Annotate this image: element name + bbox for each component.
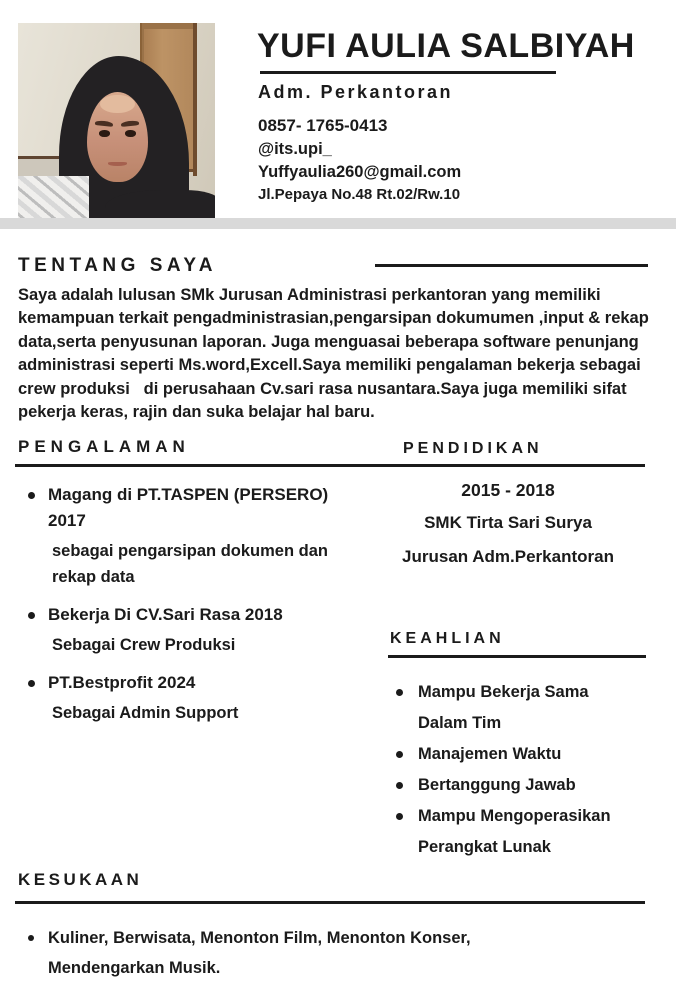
experience-item-title (28, 482, 350, 534)
photo-door-edge (193, 23, 197, 176)
skill-item (396, 770, 614, 801)
photo-eyebrow-right (121, 120, 140, 127)
experience-item-title-text: Magang di PT.TASPEN (PERSERO) 2017 (48, 485, 329, 530)
hobby-item (28, 923, 573, 983)
experience-item-title (28, 670, 350, 696)
contact-info (258, 114, 461, 206)
photo-eye-left (99, 130, 109, 136)
bullet-icon (396, 751, 403, 758)
phone-number: 0857- 1765-0413 (258, 116, 388, 135)
about-heading-rule (375, 264, 648, 267)
skills-list (396, 677, 614, 863)
photo-shoulder (105, 190, 215, 219)
street-address: Jl.Pepaya No.48 Rt.02/Rw.10 (258, 186, 461, 203)
profile-photo (18, 23, 215, 219)
bullet-icon (28, 680, 35, 687)
skill-item (396, 677, 614, 739)
person-name: YUFI AULIA SALBIYAH (257, 27, 635, 65)
skills-heading-rule (388, 655, 646, 658)
email-address: Yuffyaulia260@gmail.com (258, 163, 462, 181)
experience-item-title-text: PT.Bestprofit 2024 (48, 673, 196, 692)
about-heading: TENTANG SAYA (18, 255, 217, 276)
education-school: SMK Tirta Sari Surya (424, 513, 592, 532)
experience-heading: PENGALAMAN (18, 437, 190, 456)
photo-eyebrow-left (95, 120, 114, 127)
education-period: 2015 - 2018 (461, 480, 555, 500)
experience-item (28, 602, 350, 658)
skill-item-text: Bertanggung Jawab (418, 776, 576, 794)
social-handle: @its.upi_ (258, 140, 332, 158)
education-heading: PENDIDIKAN (403, 440, 543, 457)
hobby-item-text: Kuliner, Berwisata, Menonton Film, Menonton Konser, Mendengarkan Musik. (48, 929, 471, 977)
bullet-icon (28, 612, 35, 619)
skill-item-text: Mampu Bekerja Sama Dalam Tim (418, 683, 589, 732)
job-title: Adm. Perkantoran (258, 82, 454, 102)
about-text: Saya adalah lulusan SMk Jurusan Administrasi perkantoran yang memiliki kemampuan terkait pengadministrasian,pengarsipan dokumumen ,input & rekap data,serta penyusunan laporan. Juga menguasai beberapa software penunjang administrasi seperti Ms.word,Excell.Saya memiliki pengalaman bekerja sebagai crew produksi di perusahaan Cv.sari rasa nusantara.Saya juga memiliki sifat pekerja keras, rajin dan suka belajar hal baru. (18, 286, 654, 422)
education-major: Jurusan Adm.Perkantoran (402, 547, 614, 566)
header-divider-band (0, 218, 676, 229)
photo-shirt (18, 176, 89, 219)
bullet-icon (28, 492, 35, 499)
experience-item-detail: Sebagai Admin Support (52, 704, 239, 722)
experience-item-detail: sebagai pengarsipan dokumen dan rekap data (52, 542, 328, 586)
experience-item (28, 670, 350, 726)
experience-item-title (28, 602, 350, 628)
hobbies-heading: KESUKAAN (18, 870, 143, 889)
experience-list (28, 482, 350, 738)
photo-forehead (100, 95, 134, 113)
bullet-icon (396, 782, 403, 789)
bullet-icon (396, 689, 403, 696)
skill-item (396, 801, 614, 863)
experience-item (28, 482, 350, 590)
skills-heading: KEAHLIAN (390, 630, 505, 647)
hobbies-heading-rule (15, 901, 645, 904)
columns-heading-rule (15, 464, 645, 467)
experience-item-title-text: Bekerja Di CV.Sari Rasa 2018 (48, 605, 283, 624)
experience-item-detail: Sebagai Crew Produksi (52, 636, 236, 654)
photo-mouth (108, 162, 128, 167)
skill-item-text: Manajemen Waktu (418, 745, 562, 763)
education-block (383, 479, 633, 568)
name-underline (260, 71, 556, 74)
bullet-icon (28, 935, 34, 941)
skill-item (396, 739, 614, 770)
skill-item-text: Mampu Mengoperasikan Perangkat Lunak (418, 807, 611, 856)
photo-eye-right (125, 130, 135, 136)
bullet-icon (396, 813, 403, 820)
